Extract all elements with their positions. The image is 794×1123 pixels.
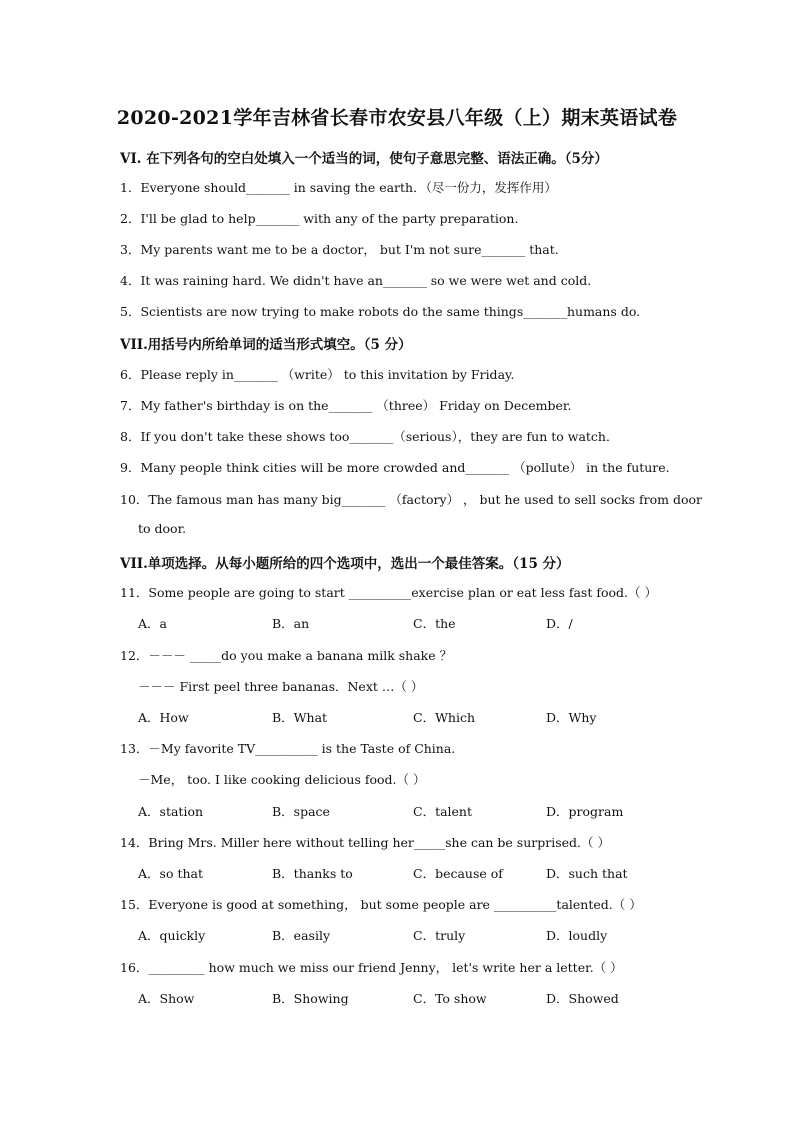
question-15: 15．Everyone is good at something， but some people are __________talented.（ ） bbox=[120, 897, 642, 912]
question-11-options bbox=[138, 614, 698, 632]
option-d: D．such that bbox=[546, 866, 628, 881]
question-16: 16．_________ how much we miss our friend Jenny， let's write her a letter.（ ） bbox=[120, 960, 623, 975]
question-16-options bbox=[138, 989, 698, 1007]
question-4: 4．It was raining hard. We didn't have an_______ so we were wet and cold. bbox=[120, 273, 592, 288]
option-a: A．so that bbox=[138, 866, 203, 881]
option-b: B．space bbox=[272, 804, 330, 819]
option-c: C．To show bbox=[413, 991, 487, 1006]
section-8-heading: VII.单项选择。从每小题所给的四个选项中，选出一个最佳答案。（15 分） bbox=[120, 556, 570, 572]
option-d: D．/ bbox=[546, 616, 573, 631]
question-10-continued: to door. bbox=[138, 521, 187, 536]
option-c: C．truly bbox=[413, 928, 466, 943]
question-7: 7．My father's birthday is on the_______ （three） Friday on December. bbox=[120, 398, 572, 413]
option-a: A．station bbox=[138, 804, 204, 819]
option-c: C．the bbox=[413, 616, 456, 631]
option-b: B．an bbox=[272, 616, 310, 631]
question-14: 14．Bring Mrs. Miller here without telling her_____she can be surprised.（ ） bbox=[120, 835, 610, 850]
option-d: D．program bbox=[546, 804, 624, 819]
option-a: A．Show bbox=[138, 991, 195, 1006]
option-d: D．Why bbox=[546, 710, 597, 725]
question-2: 2．I'll be glad to help_______ with any of the party preparation. bbox=[120, 211, 519, 226]
question-15-options bbox=[138, 926, 698, 944]
option-b: B．thanks to bbox=[272, 866, 353, 881]
question-11: 11．Some people are going to start __________exercise plan or eat less fast food.（ ） bbox=[120, 585, 657, 600]
option-a: A．quickly bbox=[138, 928, 206, 943]
option-b: B．Showing bbox=[272, 991, 349, 1006]
option-a: A．a bbox=[138, 616, 167, 631]
question-14-options bbox=[138, 864, 698, 882]
option-c: C．talent bbox=[413, 804, 473, 819]
section-6-heading: VI. 在下列各句的空白处填入一个适当的词，使句子意思完整、语法正确。（5分） bbox=[120, 151, 608, 167]
question-6: 6．Please reply in_______ （write） to this invitation by Friday. bbox=[120, 367, 515, 382]
question-12-dialogue: －－－ First peel three bananas．Next …（ ） bbox=[138, 679, 424, 694]
question-8: 8．If you don't take these shows too_______（serious），they are fun to watch． bbox=[120, 429, 619, 444]
option-b: B．What bbox=[272, 710, 328, 725]
option-c: C．Which bbox=[413, 710, 476, 725]
question-13-dialogue: －Me， too. I like cooking delicious food.（ ） bbox=[138, 772, 426, 787]
option-c: C．because of bbox=[413, 866, 503, 881]
question-12: 12．－－－ _____do you make a banana milk shake ？ bbox=[120, 648, 453, 663]
question-5: 5．Scientists are now trying to make robots do the same things_______humans do. bbox=[120, 304, 641, 319]
question-9: 9．Many people think cities will be more crowded and_______ （pollute） in the future. bbox=[120, 460, 670, 475]
option-d: D．Showed bbox=[546, 991, 619, 1006]
question-13: 13．－My favorite TV__________ is the Taste of China. bbox=[120, 741, 456, 756]
section-7-heading: VII.用括号内所给单词的适当形式填空。（5 分） bbox=[120, 337, 412, 353]
option-b: B．easily bbox=[272, 928, 331, 943]
question-12-options bbox=[138, 708, 698, 726]
option-d: D．loudly bbox=[546, 928, 608, 943]
question-10: 10．The famous man has many big_______ （factory） ， but he used to sell socks from door bbox=[120, 492, 703, 507]
question-1: 1．Everyone should_______ in saving the earth．（尽一份力，发挥作用） bbox=[120, 180, 557, 195]
question-13-options bbox=[138, 802, 698, 820]
question-3: 3．My parents want me to be a doctor， but I'm not sure_______ that. bbox=[120, 242, 559, 257]
option-a: A．How bbox=[138, 710, 189, 725]
page-title: 2020-2021学年吉林省长春市农安县八年级（上）期末英语试卷 bbox=[116, 107, 678, 129]
